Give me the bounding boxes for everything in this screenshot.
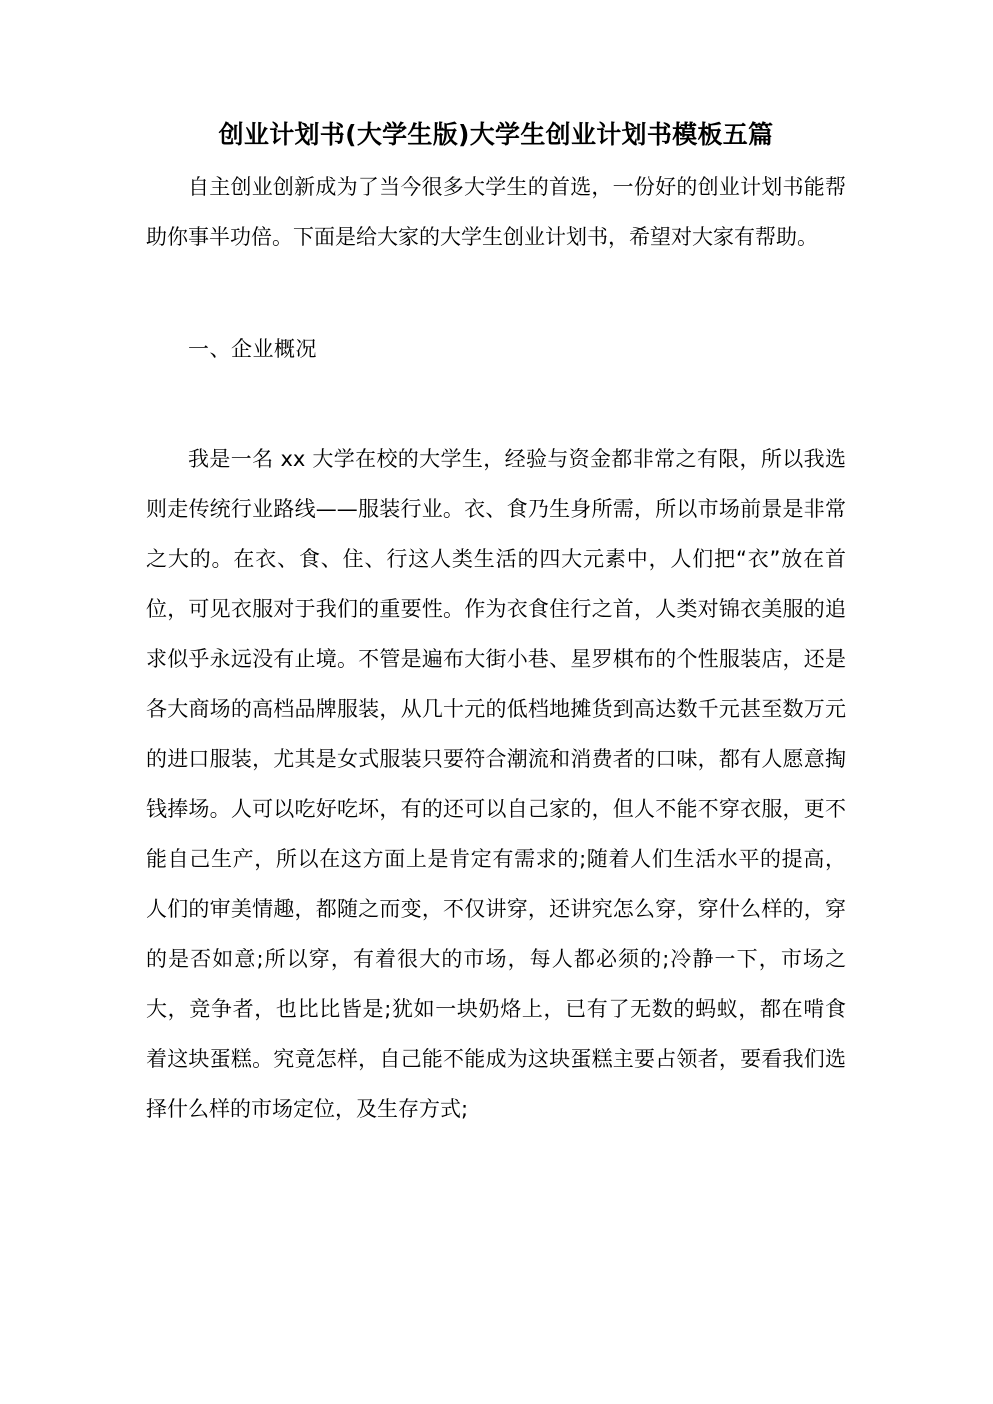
page-title: 创业计划书(大学生版)大学生创业计划书模板五篇 (218, 120, 774, 149)
section-heading-company-overview: 一、企业概况 (188, 337, 317, 361)
spacer-after-heading (146, 374, 846, 434)
document-content (146, 118, 846, 1134)
body-paragraph: 我是一名 xx 大学在校的大学生，经验与资金都非常之有限，所以我选则走传统行业路线——服装行业。衣、食乃生身所需，所以市场前景是非常之大的。在衣、食、住、行这人类生活的四大元素中，人们把“衣”放在首位，可见衣服对于我们的重要性。作为衣食住行之首，人类对锦衣美服的追求似乎永远没有止境。不管是遍布大街小巷、星罗棋布的个性服装店，还是各大商场的高档品牌服装，从几十元的低档地摊货到高达数千元甚至数万元的进口服装，尤其是女式服装只要符合潮流和消费者的口味，都有人愿意掏钱捧场。人可以吃好吃坏，有的还可以自己家的，但人不能不穿衣服，更不能自己生产，所以在这方面上是肯定有需求的;随着人们生活水平的提高，人们的审美情趣，都随之而变，不仅讲穿，还讲究怎么穿，穿什么样的，穿的是否如意;所以穿，有着很大的市场，每人都必须的;冷静一下，市场之大，竞争者，也比比皆是;犹如一块奶烙上，已有了无数的蚂蚁，都在啃食着这块蛋糕。究竟怎样，自己能不能成为这块蛋糕主要占领者，要看我们选择什么样的市场定位，及生存方式; (146, 447, 846, 1121)
spacer-before-heading (146, 262, 846, 324)
intro-paragraph: 自主创业创新成为了当今很多大学生的首选，一份好的创业计划书能帮助你事半功倍。下面是给大家的大学生创业计划书，希望对大家有帮助。 (146, 175, 846, 249)
